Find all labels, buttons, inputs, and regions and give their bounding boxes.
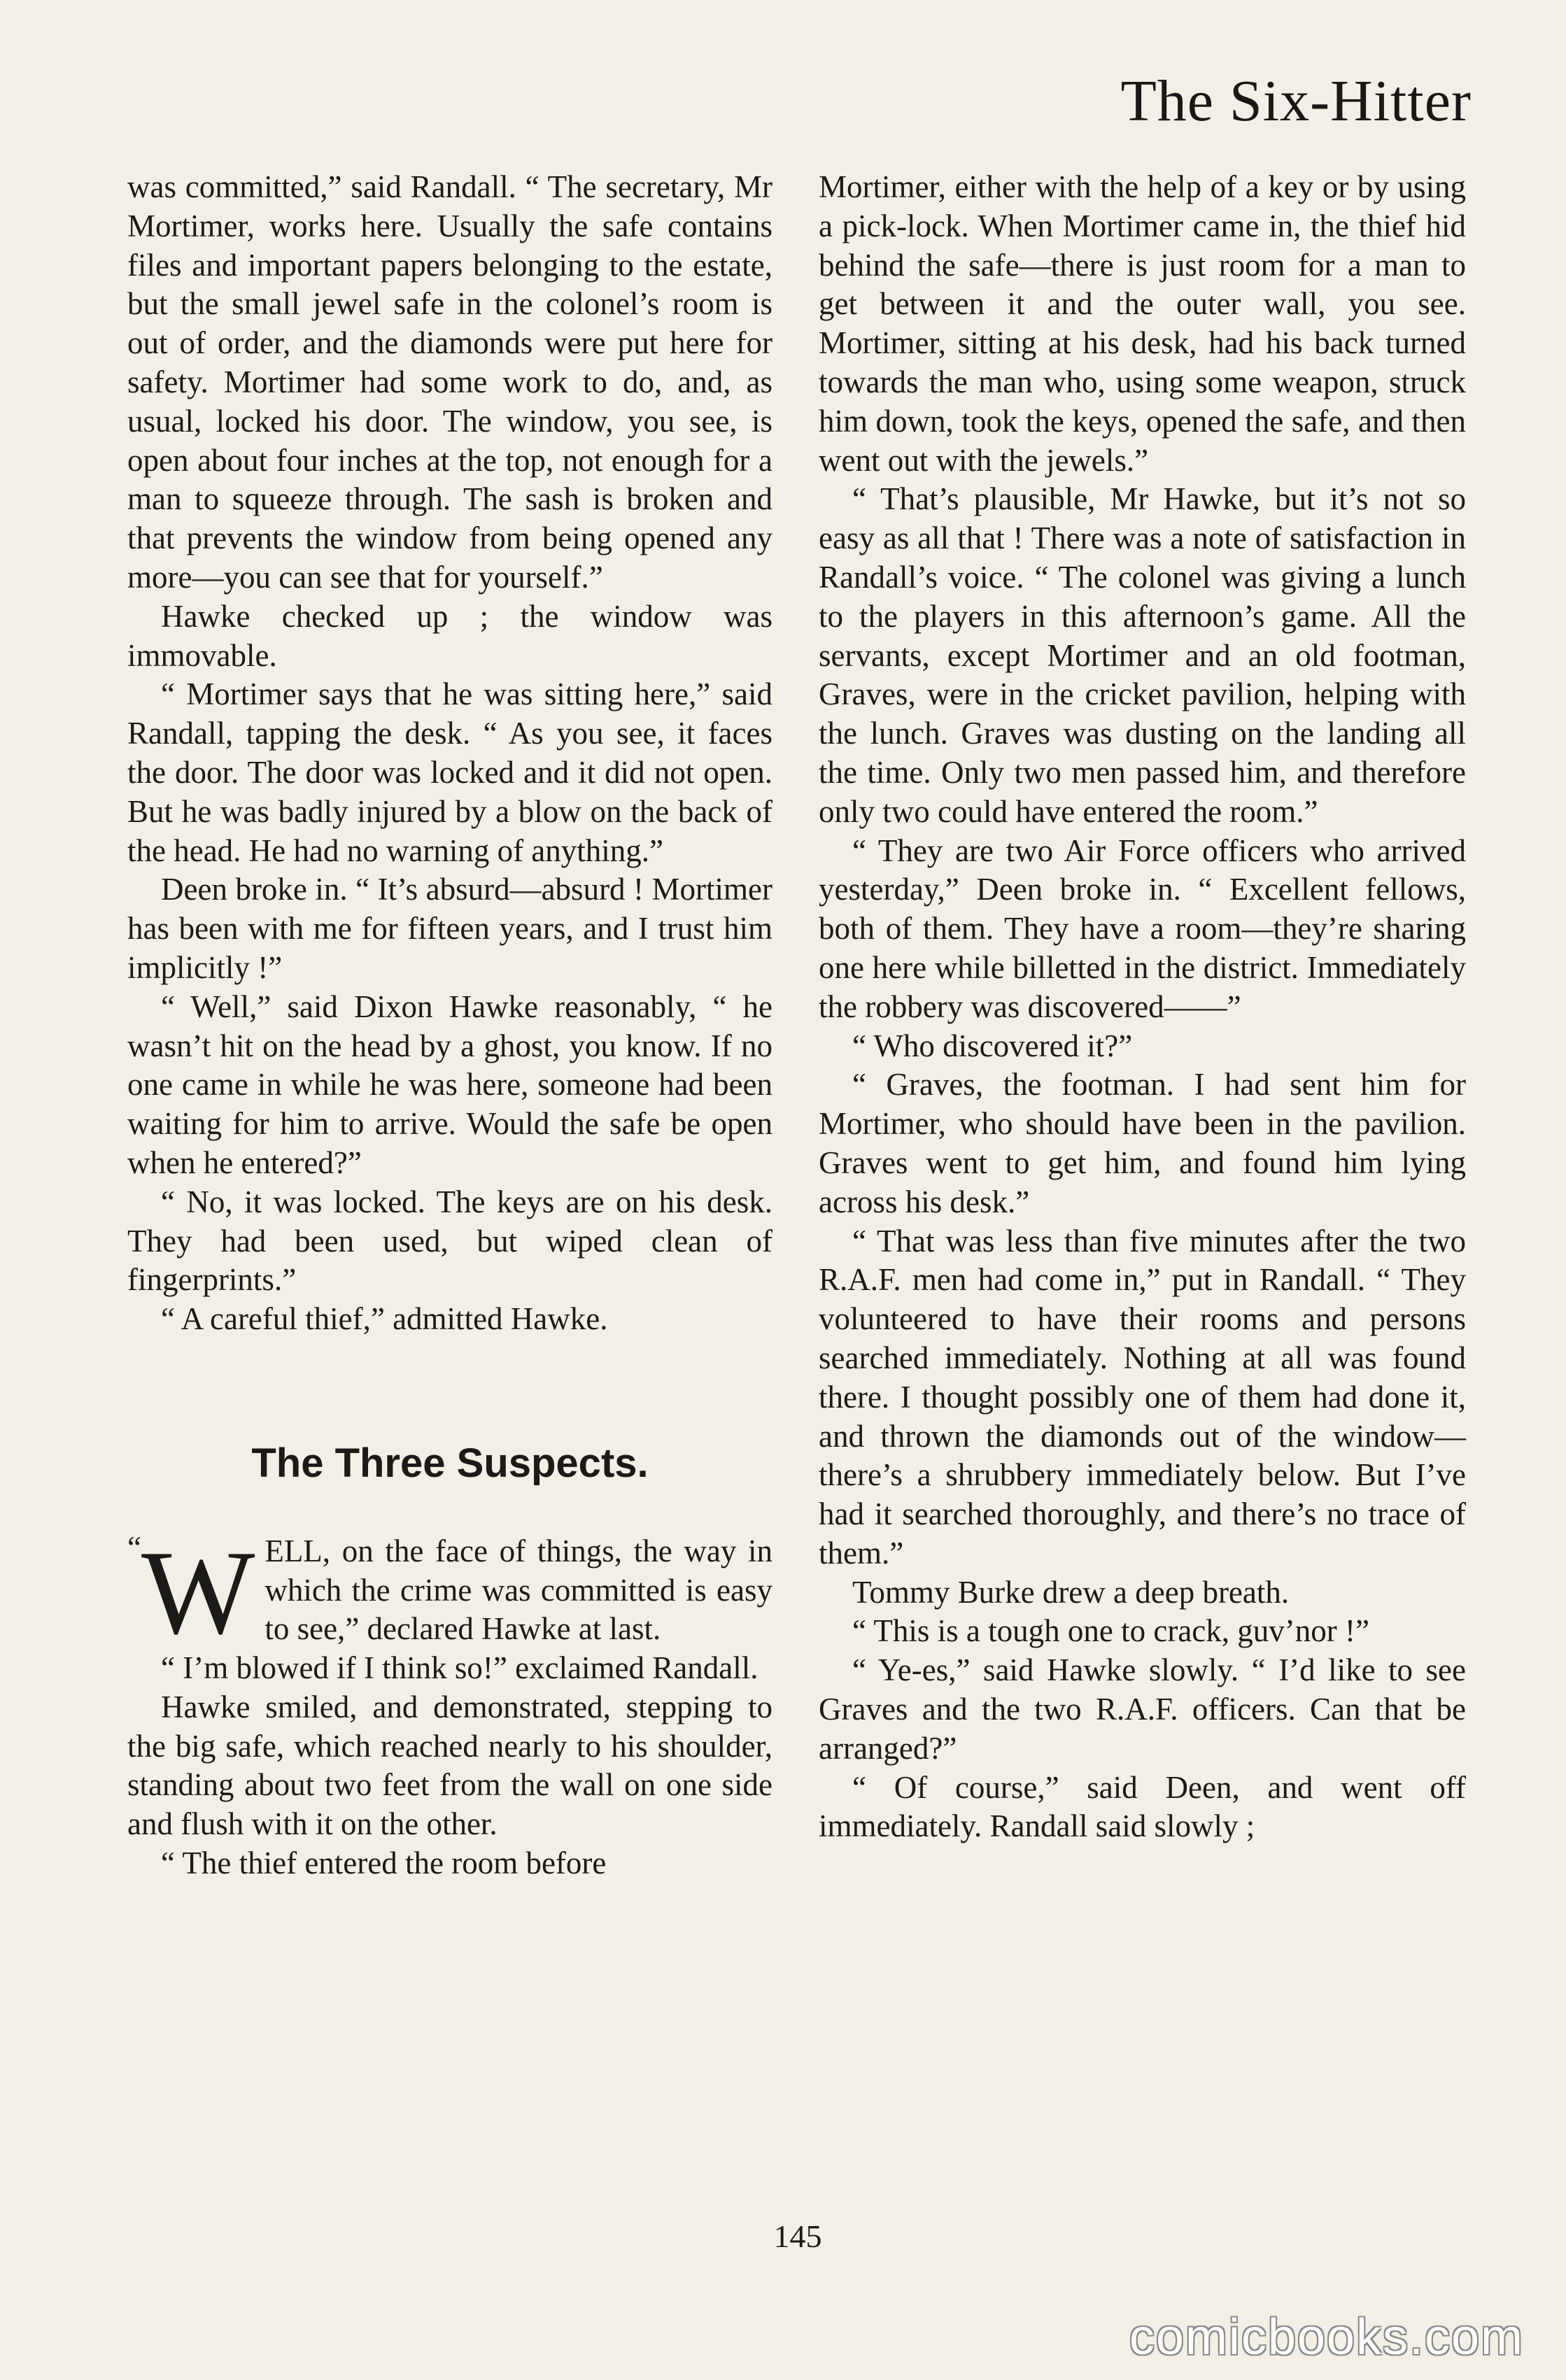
section-heading: The Three Suspects. (251, 1440, 649, 1486)
paragraph: Mortimer, either with the help of a key or by using a pick-lock. When Mortimer came in, the thief hid behind the safe—there is just room for a man to get between it and the outer wall, you see. Mortimer, sitting at his desk, had his back turned towards the man who, using some weapon, struck him down, took the keys, opened the safe, and then went out with the jewels.” (819, 169, 1466, 478)
paragraph: “ I’m blowed if I think so!” exclaimed Randall. (161, 1650, 759, 1686)
paragraph: “ Of course,” said Deen, and went off immediately. Randall said slowly ; (819, 1769, 1466, 1844)
paragraph: Hawke checked up ; the window was immovable. (127, 598, 773, 673)
dropcap-paragraph (127, 1526, 773, 1659)
right-column (819, 168, 1466, 1846)
paragraph: Deen broke in. “ It’s absurd—absurd ! Mortimer has been with me for fifteen years, and I trust him implicitly !” (127, 872, 773, 985)
paragraph: “ That’s plausible, Mr Hawke, but it’s not so easy as all that ! There was a note of satisfaction in Randall’s voice. “ The colonel was giving a lunch to the players in this afternoon’s game. All the servants, except Mortimer and an old footman, Graves, were in the cricket pavilion, helping with the lunch. Graves was dusting on the landing all the time. Only two men passed him, and therefore only two could have entered the room.” (819, 481, 1466, 829)
paragraph: “ Mortimer says that he was sitting here,” said Randall, tapping the desk. “ As you see, it faces the door. The door was locked and it did not open. But he was badly injured by a blow on the back of the head. He had no warning of anything.” (127, 677, 773, 868)
running-title: The Six-Hitter (1120, 69, 1472, 134)
paragraph: “ Ye-es,” said Hawke slowly. “ I’d like to see Graves and the two R.A.F. officers. Can that be arranged?” (819, 1652, 1466, 1766)
dropcap-text: ELL, on the face of things, the way in which the crime was committed is easy to see,” declared Hawke at last. (264, 1533, 773, 1647)
left-column (127, 168, 773, 1883)
paragraph: “ They are two Air Force officers who arrived yesterday,” Deen broke in. “ Excellent fellows, both of them. They have a room—they’re sharing one here while billetted in the district. Immediately the robbery was discovered——” (819, 833, 1466, 1024)
dropcap-letter: W (141, 1526, 255, 1659)
page-number: 145 (773, 2218, 822, 2254)
paragraph: “ A careful thief,” admitted Hawke. (161, 1301, 608, 1337)
paragraph: “ Well,” said Dixon Hawke reasonably, “ he wasn’t hit on the head by a ghost, you know. If no one came in while he was here, someone had been waiting for him to arrive. Would the safe be open when he entered?” (127, 989, 773, 1180)
paragraph: “ No, it was locked. The keys are on his desk. They had been used, but wiped clean of fingerprints.” (127, 1184, 773, 1298)
paragraph: “ Graves, the footman. I had sent him for Mortimer, who should have been in the pavilion. Graves went to get him, and found him lying across his desk.” (819, 1067, 1466, 1219)
paragraph: “ This is a tough one to crack, guv’nor !” (852, 1613, 1369, 1649)
paragraph: was committed,” said Randall. “ The secretary, Mr Mortimer, works here. Usually the safe contains files and important papers belonging to the estate, but the small jewel safe in the colonel’s room is out of order, and the diamonds were put here for safety. Mortimer had some work to do, and, as usual, locked his door. The window, you see, is open about four inches at the top, not enough for a man to squeeze through. The sash is broken and that prevents the window from being opened any more—you can see that for yourself.” (127, 169, 773, 595)
paragraph: Tommy Burke drew a deep breath. (852, 1574, 1290, 1610)
paragraph: “ That was less than five minutes after the two R.A.F. men had come in,” put in Randall. “ They volunteered to have their rooms and persons searched immediately. Nothing at all was found there. I thought possibly one of them had done it, and thrown the diamonds out of the window—there’s a shrubbery immediately below. But I’ve had it searched thoroughly, and there’s no trace of them.” (819, 1223, 1466, 1571)
site-watermark: comicbooks.com (1129, 2309, 1524, 2365)
paragraph: “ The thief entered the room before (161, 1846, 607, 1881)
paragraph: “ Who discovered it?” (852, 1028, 1133, 1063)
paragraph: Hawke smiled, and demonstrated, stepping to the big safe, which reached nearly to his shoulder, standing about two feet from the wall on one side and flush with it on the other. (127, 1689, 773, 1842)
dropcap-quote: “ (127, 1529, 141, 1565)
